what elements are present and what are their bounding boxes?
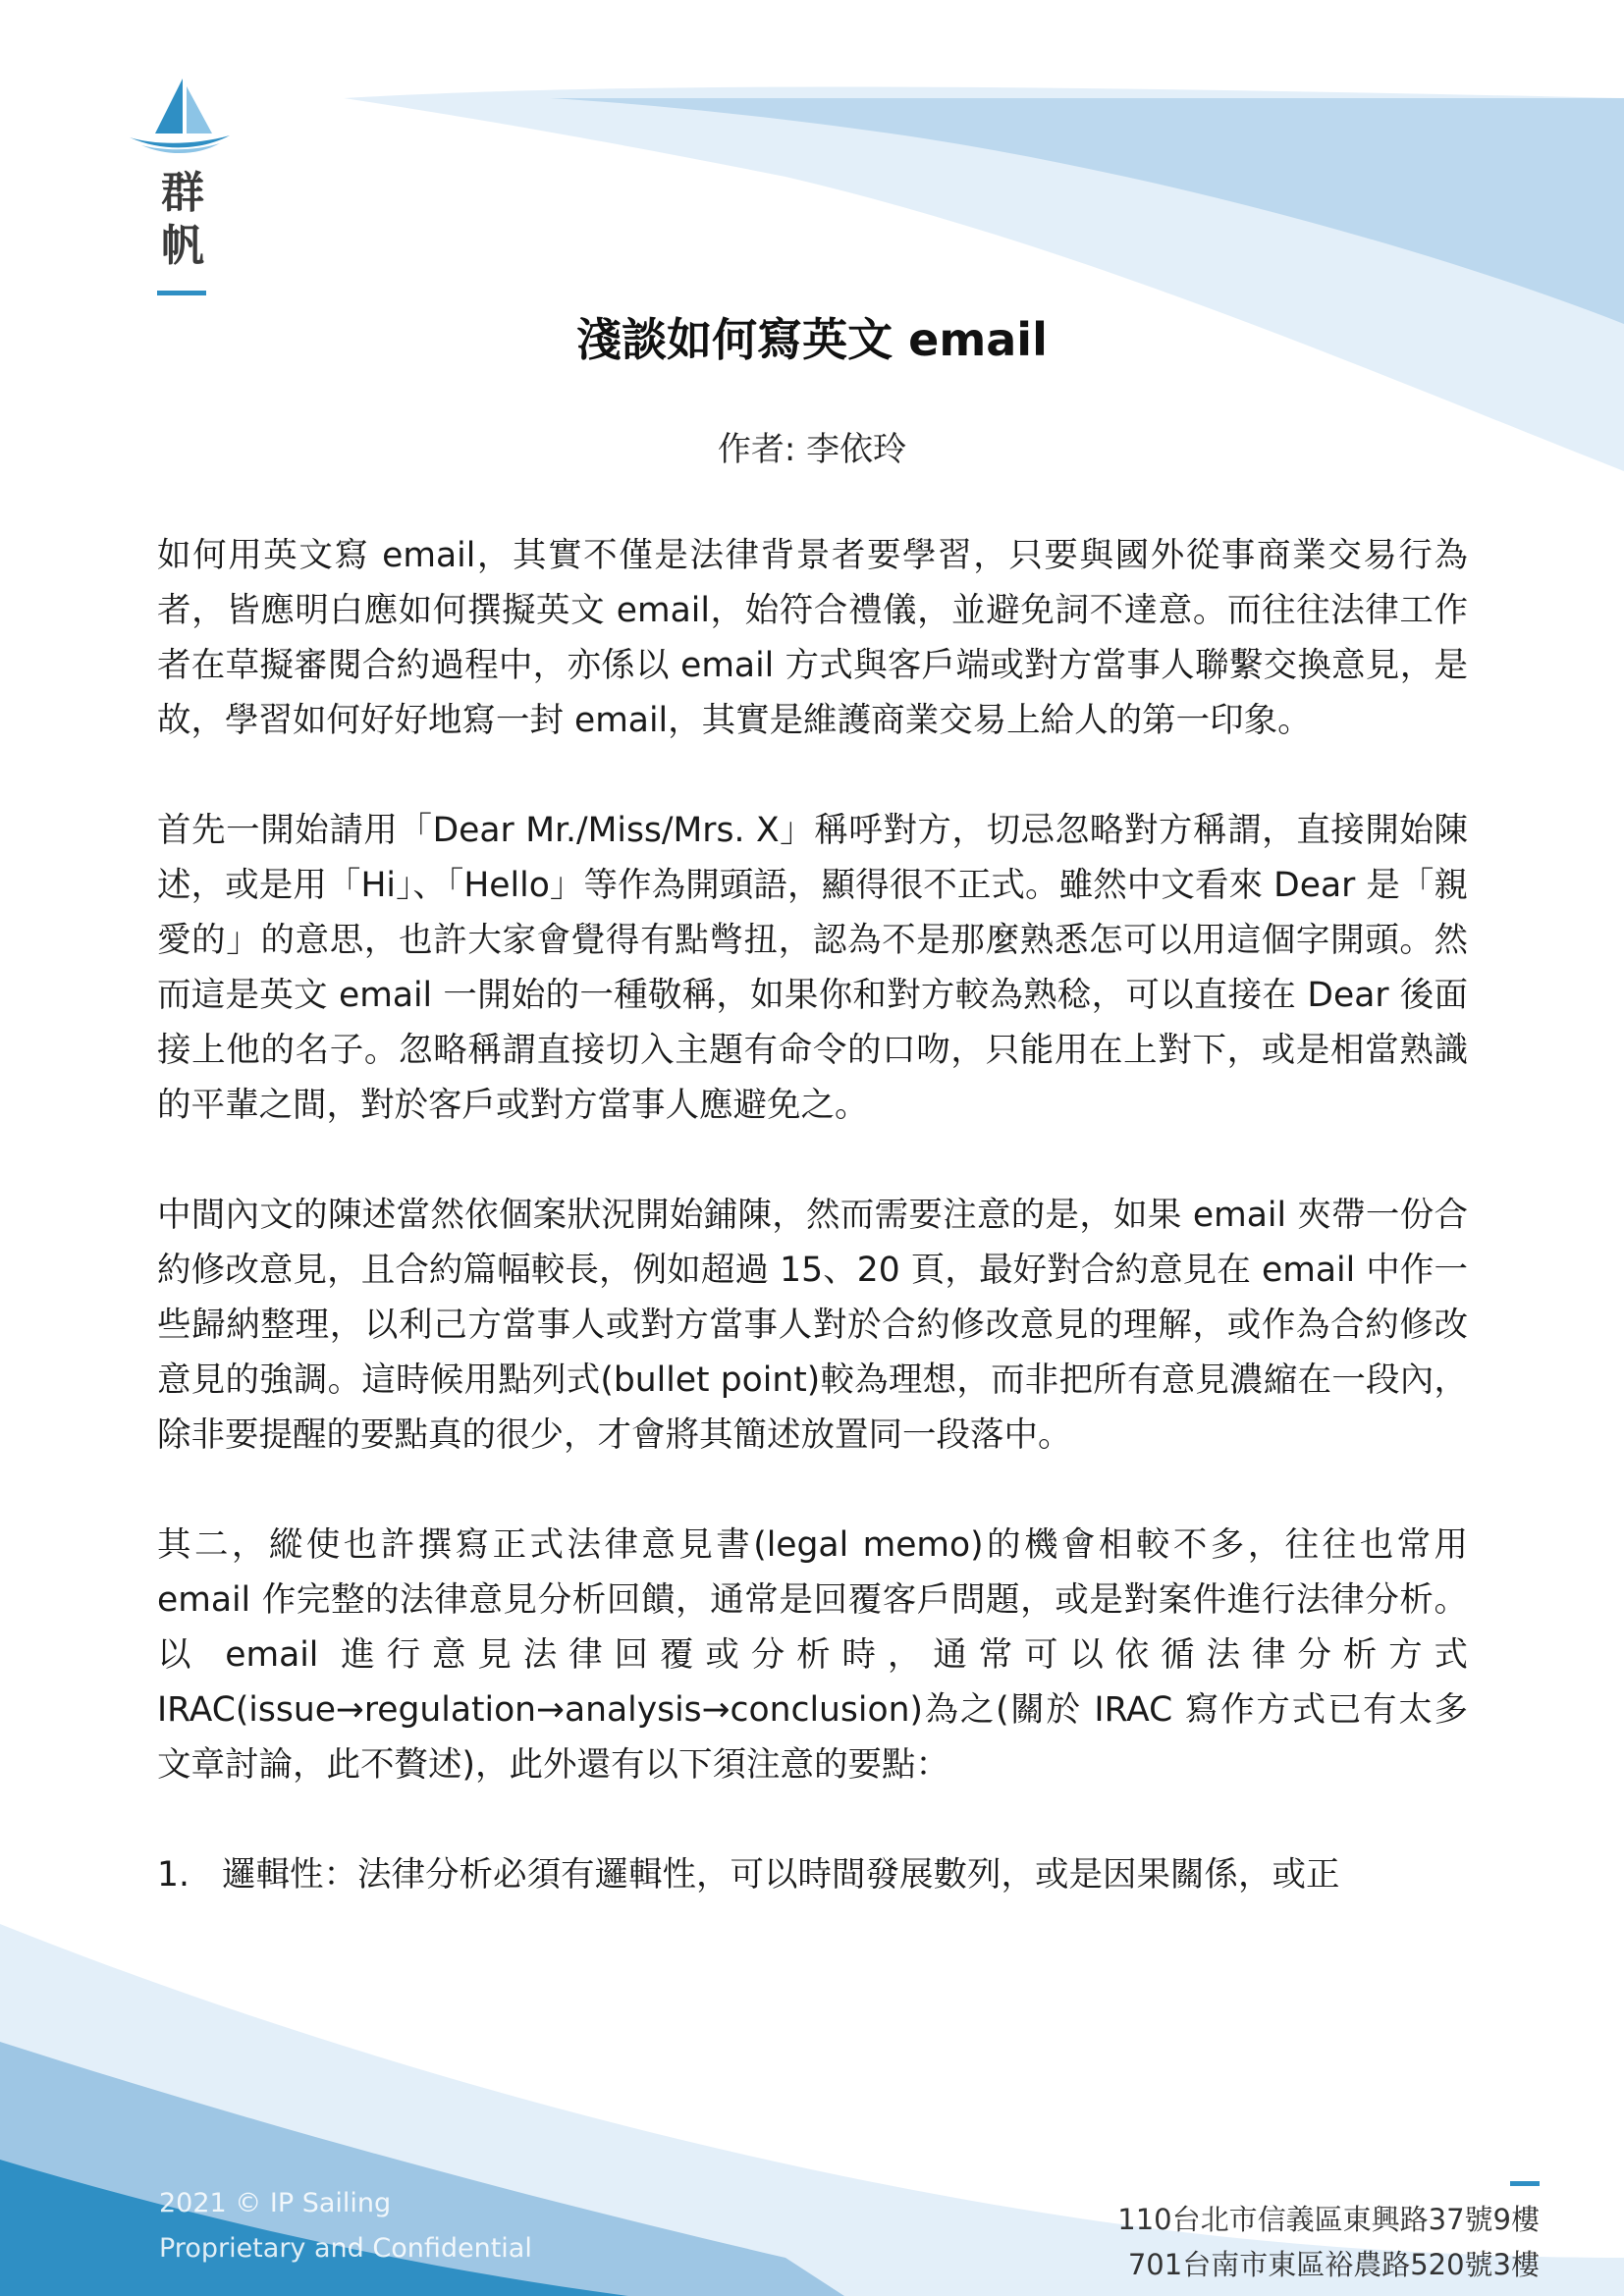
footer-copyright: 2021 © IP Sailing	[159, 2188, 392, 2218]
footer-confidential: Proprietary and Confidential	[159, 2233, 532, 2264]
author-line: 作者: 李依玲	[717, 430, 907, 469]
paragraph-legal-analysis: 其二，縱使也許撰寫正式法律意見書(legal memo)的機會相較不多，往往也常用 email 作完整的法律意見分析回饋，通常是回覆客戶問題，或是對案件進行法律分析。以 email 進行意見法律回覆或分析時，通常可以依循法律分析方式 IRAC(issue→regulation→analysis→conclusion)為之(關於 IRAC 寫作方式已有太多文章討論，此不贅述)，此外還有以下須注意的要點：	[157, 1525, 1468, 1785]
address-taipei: 110台北市信義區東興路37號9樓	[1117, 2203, 1540, 2236]
document-title: 淺談如何寫英文 email	[576, 313, 1048, 366]
footer-addresses	[1117, 2197, 1540, 2287]
sailboat-icon	[126, 77, 234, 155]
logo-text: 群帆	[161, 168, 204, 271]
logo	[126, 77, 234, 155]
paragraph-body-content: 中間內文的陳述當然依個案狀況開始鋪陳，然而需要注意的是，如果 email 夾帶一份合約修改意見，且合約篇幅較長，例如超過 15、20 頁，最好對合約意見在 email 中作一些歸納整理，以利己方當事人或對方當事人對於合約修改意見的理解，或作為合約修改意見的強調。這時候用點列式(bullet point)較為理想，而非把所有意見濃縮在一段內，除非要提醒的要點真的很少，才會將其簡述放置同一段落中。	[157, 1196, 1468, 1455]
paragraph-greeting: 首先一開始請用「Dear Mr./Miss/Mrs. X」稱呼對方，切忌忽略對方稱謂，直接開始陳述，或是用「Hi」、「Hello」等作為開頭語，顯得很不正式。雖然中文看來 Dear 是「親愛的」的意思，也許大家會覺得有點彆扭，認為不是那麼熟悉怎可以用這個字開頭。然而這是英文 email 一開始的一種敬稱，如果你和對方較為熟稔，可以直接在 Dear 後面接上他的名子。忽略稱謂直接切入主題有命令的口吻，只能用在上對下，或是相當熟識的平輩之間，對於客戶或對方當事人應避免之。	[157, 811, 1468, 1125]
logo-accent-bar	[157, 291, 206, 295]
list-text: 邏輯性：法律分析必須有邏輯性，可以時間發展數列，或是因果關係，或正	[222, 1855, 1340, 1895]
article-body	[157, 528, 1468, 1902]
footer-copyright-block	[159, 2181, 532, 2271]
list-number: 1.	[157, 1855, 189, 1895]
address-tainan: 701台南市東區裕農路520號3樓	[1127, 2248, 1540, 2281]
list-item	[157, 1847, 1468, 1902]
paragraph-intro: 如何用英文寫 email，其實不僅是法律背景者要學習，只要與國外從事商業交易行為者，皆應明白應如何撰擬英文 email，始符合禮儀，並避免詞不達意。而往往法律工作者在草擬審閱合約過程中，亦係以 email 方式與客戶端或對方當事人聯繫交換意見，是故，學習如何好好地寫一封 email，其實是維護商業交易上給人的第一印象。	[157, 536, 1468, 740]
footer-accent-dash	[1510, 2181, 1540, 2186]
